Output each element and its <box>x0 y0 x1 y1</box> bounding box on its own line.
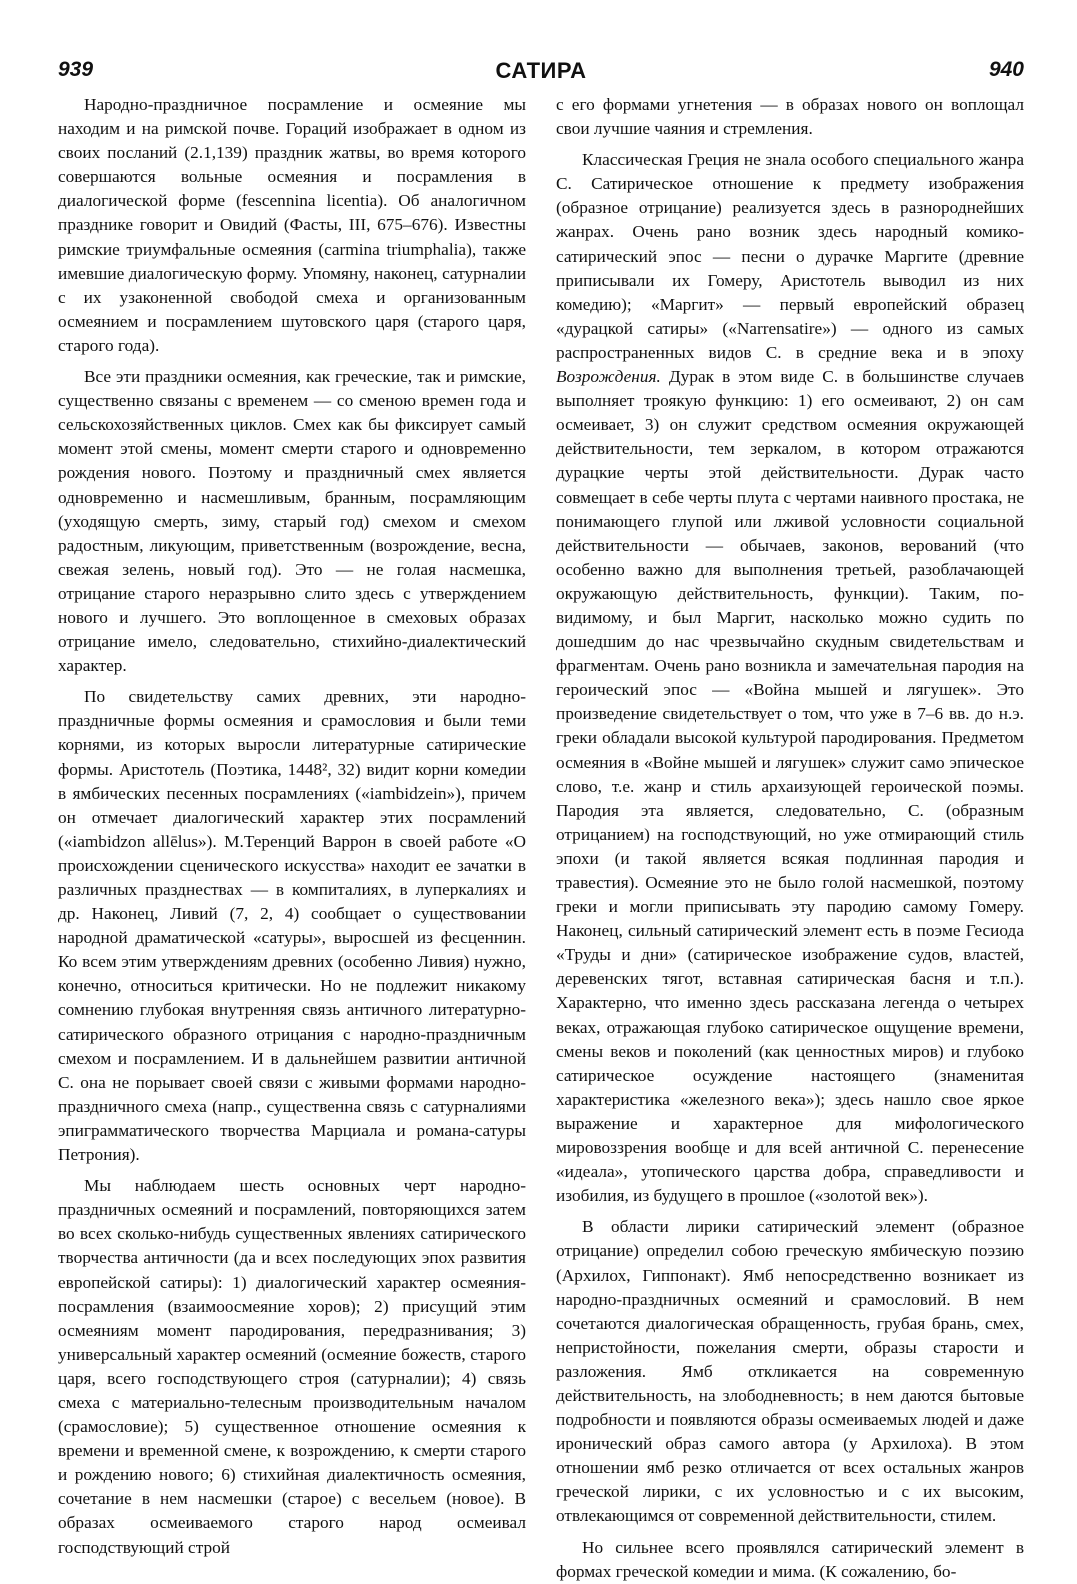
hyphenated-fragment: бо - <box>933 1562 956 1581</box>
paragraph: Народно-праздничное посрамление и осмеяние мы находим и на римской почве. Гораций изображает в одном из своих посланий (2.1,139) праздник жатвы, во время которого совершаются вольные осмеяния и посрамления в диалогической форме (fescennina licentia). Об аналогичном празднике говорит и Овидий (Фасты, III, 675–676). Известны римские триумфальные осмеяния (carmina triumphalia), также имевшие диалогическую форму. Упомяну, наконец, сатурналии с их узаконенной свободой смеха и организованным осмеянием и посрамлением шутовского царя (старого царя, старого года). <box>58 95 526 355</box>
left-column <box>58 93 526 1557</box>
paragraph-continuation: с его формами угнетения — в образах нового он воплощал свои лучшие чаяния и стремления. <box>556 95 1024 139</box>
paragraph: Мы наблюдаем шесть основных черт народно-праздничных осмеяний и посрамлений, повторяющихся затем во всех сколько-нибудь существенных явлениях сатирического творчества античности (да и всех последующих эпох развития европейской сатиры): 1) диалогический характер осмеяния-посрамления (взаимоосмеяние хоров); 2) присущий этим осмеяниям момент пародирования, передразнивания; 3) универсальный характер осмеяний (осмеяние божеств, старого царя, всего господствующего строя (сатурналии); 4) связь смеха с материально-телесным производительным началом (срамословие); 5) существенное отношение осмеяния к времени и временной смене, к возрождению, к смерти старого и рождению нового; 6) стихийная диалектичность осмеяния, сочетание в нем насмешки (старое) с весельем (новое). В образах осмеиваемого старого народ осмеивал господствующий строй <box>58 1176 526 1557</box>
paragraph-text: Дурак в этом виде С. в большинстве случаев выполняет троякую функцию: 1) его осмеивают, 2) он сам осмеивает, 3) он служит средством осмеяния окружающей действительности, тем зеркалом, в котором отражаются дурацкие черты этой действительности. Дурак часто совмещает в себе черты плута с чертами наивного простака, не понимающего глупой или лживой условности социальной действительности — обычаев, законов, верований (что особенно важно для выполнения третьей, разоблачающей окружающую действительность, функции). Таким, по-видимому, и был Маргит, насколько можно судить по дошедшим до нас чрезвычайно скудным свидетельствам и фрагментам. Очень рано возникла и замечательная пародия на героический эпос — «Война мышей и лягушек». Это произведение свидетельствует о том, что уже в 7–6 вв. до н.э. греки обладали высокой культурой пародирования. Предметом осмеяния в «Войне мышей и лягушек» служит само эпическое слово, т.е. жанр и стиль архаизующей героической поэмы. Пародия эта является, следовательно, С. (образным отрицанием) на господствующий, но уже отмирающий стиль эпохи (и такой является всякая подлинная пародия и травестия). Осмеяние это не было голой насмешкой, поэтому греки и могли приписывать эту пародию самому Гомеру. Наконец, сильный сатирический элемент есть в поэме Гесиода «Труды и дни» (сатирическое изображение судов, властей, деревенских тягот, вставная сатирическая басня и т.п.). Характерно, что именно здесь рассказана легенда о четырех веках, отражающая глубоко сатирическое ощущение времени, смены веков и поколений (как ценностных миров) и глубоко сатирическое осуждение настоящего (знаменитая характеристика «железного века»); здесь нашло свое яркое выражение и характерное для мифологического мировоззрения вообще и для всей античной С. перенесение «идеала», утопического царства добра, справедливости и изобилия, из будущего в прошлое («золотой век»). <box>556 367 1024 1206</box>
page-header <box>58 56 1024 86</box>
paragraph: Все эти праздники осмеяния, как греческие, так и римские, существенно связаны с временем — со сменою времен года и сельскохозяйственных циклов. Смех как бы фиксирует самый момент этой смены, момент смерти старого и одновременно рождения нового. Поэтому и праздничный смех является одновременно и насмешливым, бранным, посрамляющим (уходящую смерть, зиму, старый год) смехом и смехом радостным, ликующим, приветственным (возрождение, весна, свежая зелень, новый год). Это — не голая насмешка, отрицание старого неразрывно слито здесь с утверждением нового и лучшего. Это воплощенное в смеховых образах отрицание имело, следовательно, стихийно-диалектический характер. <box>58 367 526 676</box>
italic-term: Возрождения. <box>556 367 661 387</box>
paragraph-text: Но сильнее всего проявлялся сатирический элемент в формах греческой комедии и мима. (К сожалению, <box>556 1537 1024 1581</box>
paragraph: В области лирики сатирический элемент (образное отрицание) определил собою греческую ямбическую поэзию (Архилох, Гиппонакт). Ямб непосредственно возникает из народно-праздничных осмеяний и срамословий. В нем сочетаются диалогическая обращенность, грубая брань, смех, непристойности, пожелания смерти, образы старости и разложения. Ямб откликается на современную действительность, на злободневность; в нем даются бытовые подробности и появляются образы осмеиваемых людей и даже иронический образ самого автора (у Архилоха). В этом отношении ямб резко отличается от всех остальных жанров греческой лирики, с их условностью и с их высоким, отвлекающимся от современной действительности, стилем. <box>556 1217 1024 1526</box>
paragraph <box>556 148 1024 1208</box>
running-title: САТИРА <box>495 58 587 83</box>
page-number-left: 939 <box>58 58 94 81</box>
paragraph <box>556 1536 1024 1584</box>
right-column <box>556 93 1024 1581</box>
page-number-right: 940 <box>988 58 1024 81</box>
paragraph: По свидетельству самих древних, эти народно-праздничные формы осмеяния и срамословия и были теми корнями, из которых выросли литературные сатирические формы. Аристотель (Поэтика, 1448², 32) видит корни комедии в ямбических песенных посрамлениях («iambidzein»), причем он отмечает диалогический характер этих посрамлений («iambidzon allēlus»). М.Теренций Варрон в своей работе «О происхождении сценического искусства» находит ее зачатки в различных празднествах — в компиталиях, в луперкалиях и др. Наконец, Ливий (7, 2, 4) сообщает о существовании народной драматической «сатуры», выросшей из фесценнин. Ко всем этим утверждениям древних (особенно Ливия) нужно, конечно, относиться критически. Но не подлежит никакому сомнению глубокая внутренняя связь античного литературно-сатирического образного отрицания с народно-праздничным смехом и посрамлением. И в дальнейшем развитии античной С. она не порывает своей связи с живыми формами народно-праздничного смеха (напр., существенна связь с сатурналиями эпиграмматического творчества Марциала и романа-сатуры Петрония). <box>58 687 526 1165</box>
paragraph-text: Классическая Греция не знала особого специального жанра С. Сатирическое отношение к предмету изображения (образное отрицание) реализуется здесь в разнороднейших жанрах. Очень рано возник здесь народный комико-сатирический эпос — песни о дурачке Маргите (древние приписывали их Гомеру, Аристотель выводил из них комедию); «Маргит» — первый европейский образец «дурацкой сатиры» («Narrensatire») — одного из самых распространенных видов С. в средние века и в эпоху <box>556 150 1024 362</box>
